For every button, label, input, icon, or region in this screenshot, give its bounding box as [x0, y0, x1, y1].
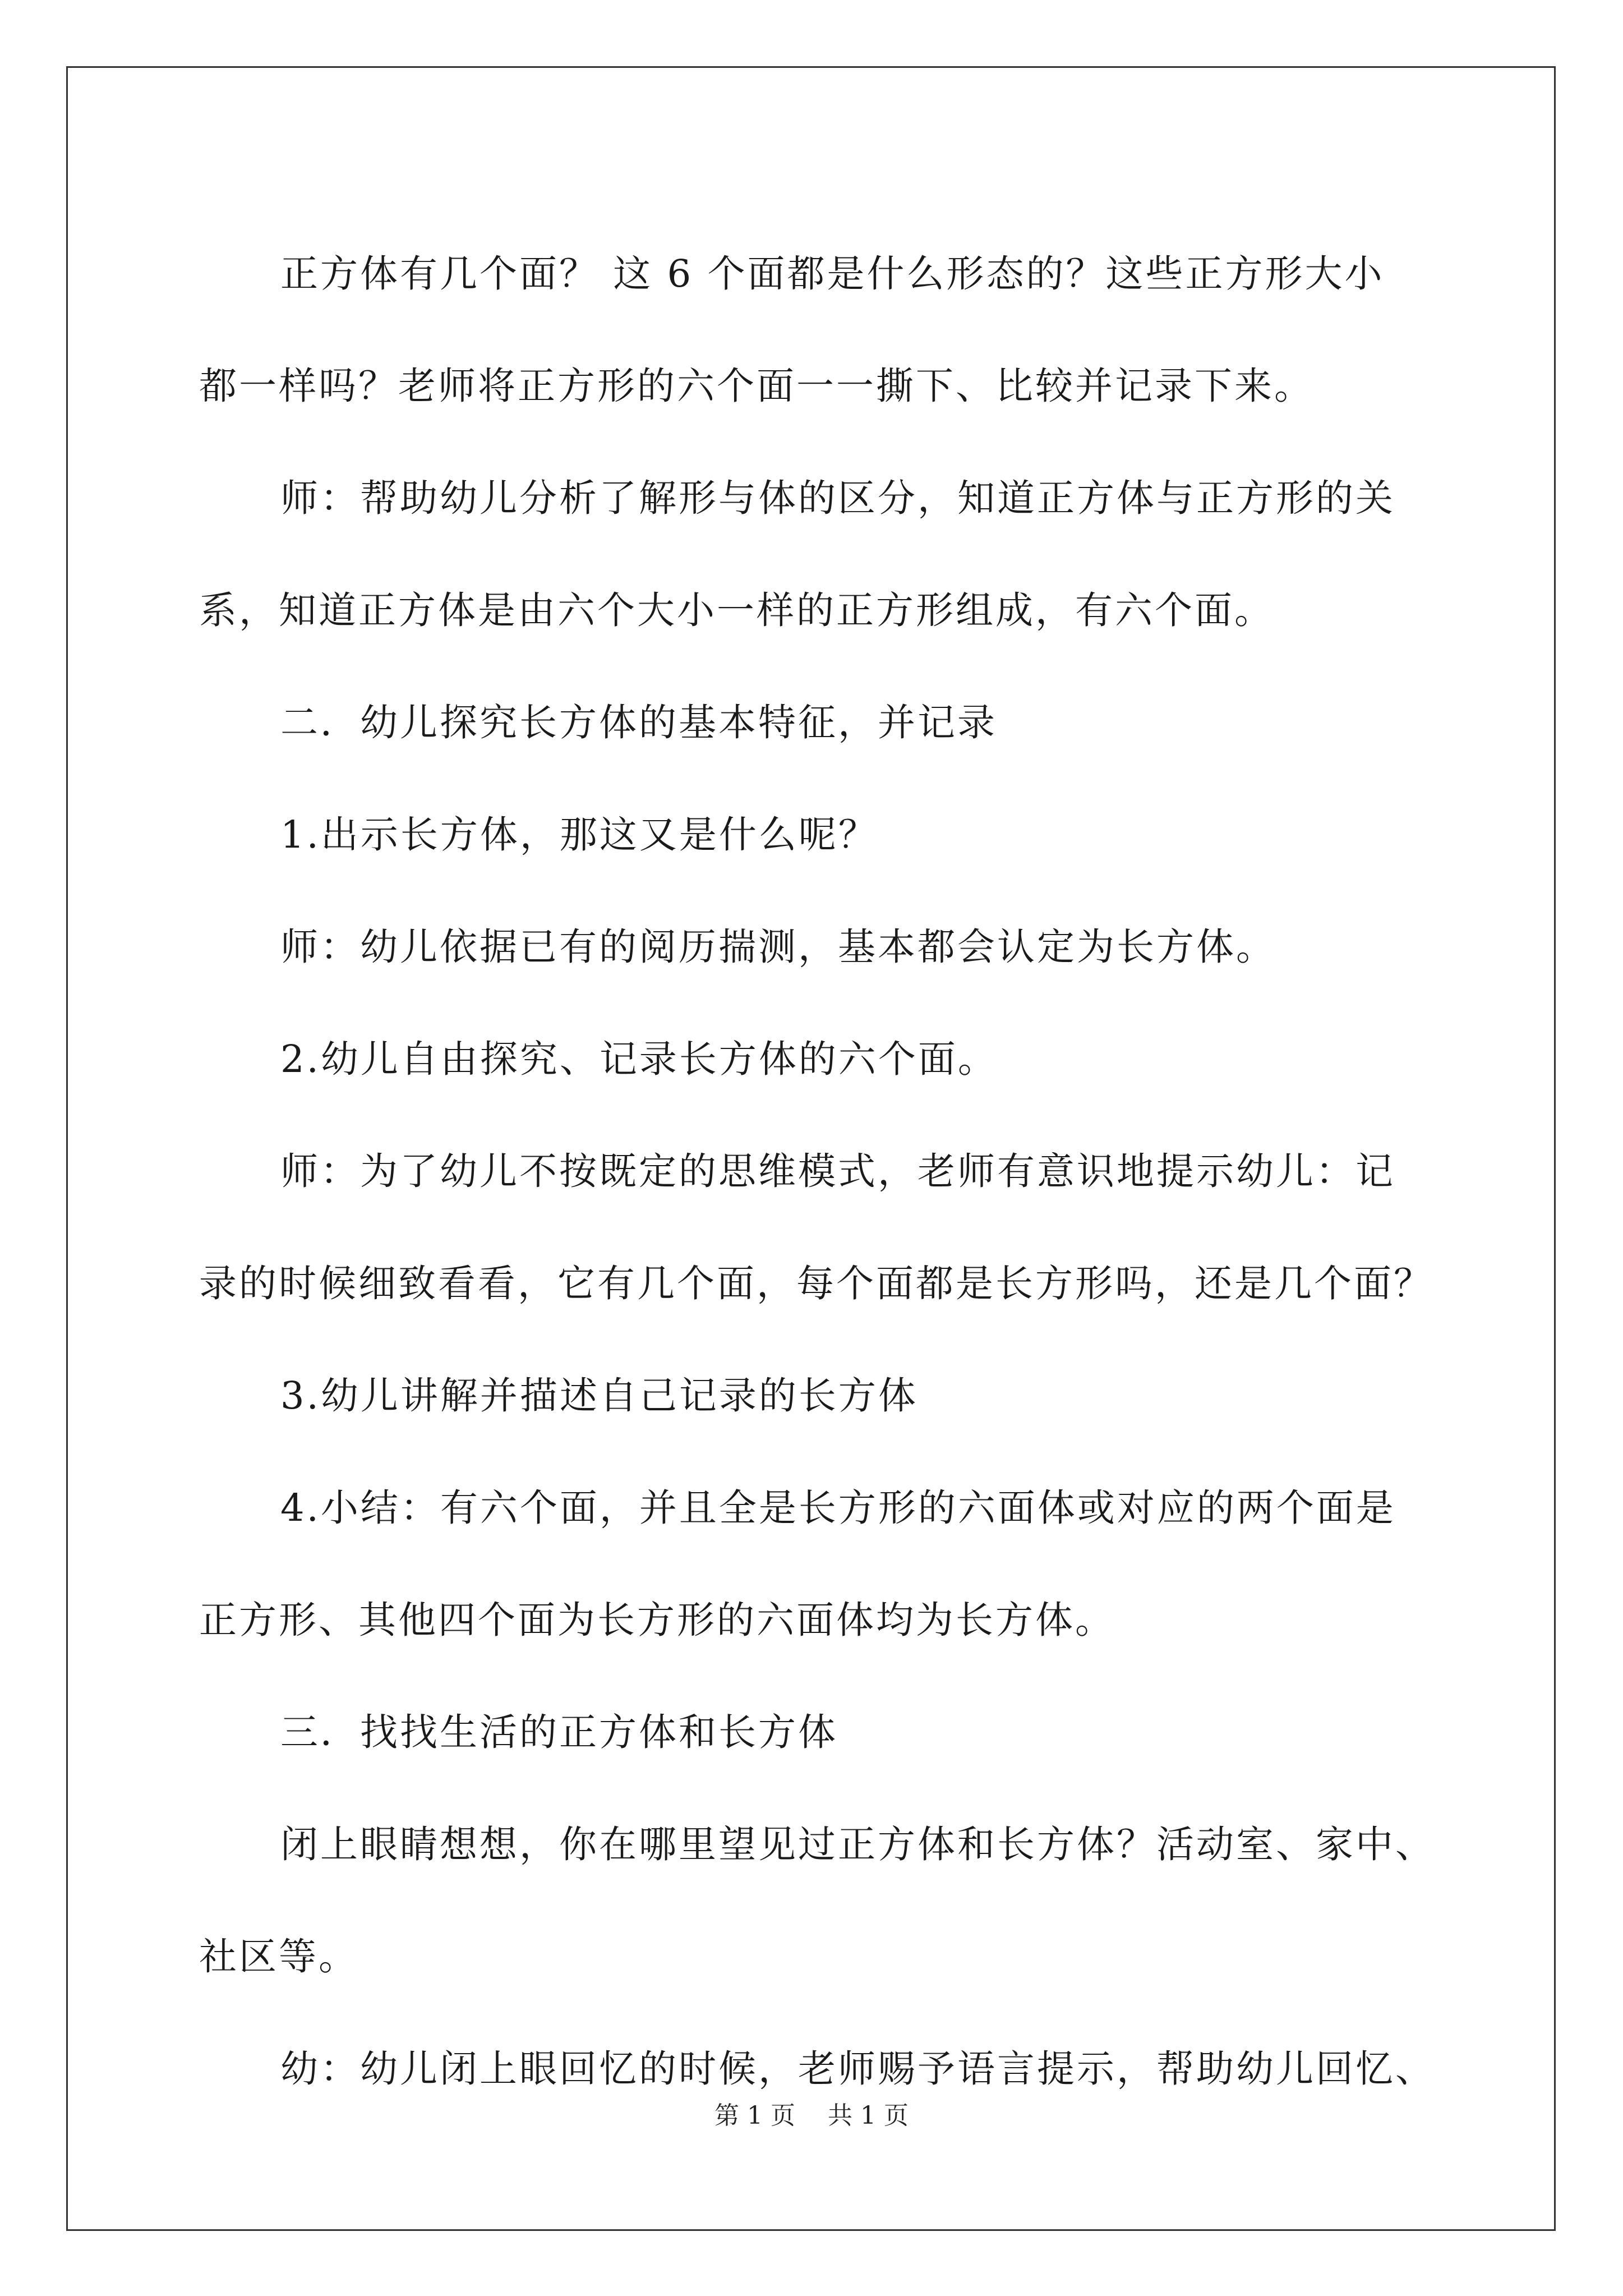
text-line-13: 正方形、其他四个面为长方形的六面体均为长方体。 [199, 1598, 1115, 1642]
text-line-3: 师：帮助幼儿分析了解形与体的区分，知道正方体与正方形的关 [280, 476, 1395, 520]
page-number-current: 第 1 页 [714, 2101, 795, 2130]
page-footer [0, 2095, 1623, 2131]
text-line-11: 3.幼儿讲解并描述自己记录的长方体 [280, 1374, 918, 1418]
text-line-6: 1.出示长方体，那这又是什么呢？ [280, 813, 878, 857]
text-line-1: 正方体有几个面？ 这 6 个面都是什么形态的？这些正方形大小 [280, 252, 1385, 296]
text-line-8: 2.幼儿自由探究、记录长方体的六个面。 [280, 1037, 998, 1081]
page-number-total: 共 1 页 [828, 2101, 909, 2130]
text-line-15: 闭上眼睛想想，你在哪里望见过正方体和长方体？活动室、家中、 [280, 1823, 1435, 1866]
text-line-10: 录的时候细致看看，它有几个面，每个面都是长方形吗，还是几个面？ [199, 1262, 1433, 1305]
text-line-12: 4.小结：有六个面，并且全是长方形的六面体或对应的两个面是 [280, 1486, 1396, 1530]
text-line-7: 师：幼儿依据已有的阅历揣测，基本都会认定为长方体。 [280, 925, 1276, 969]
text-line-9: 师：为了幼儿不按既定的思维模式，老师有意识地提示幼儿：记 [280, 1149, 1395, 1193]
text-line-17: 幼：幼儿闭上眼回忆的时候，老师赐予语言提示，帮助幼儿回忆、 [280, 2047, 1435, 2091]
text-line-16: 社区等。 [199, 1935, 358, 1978]
section-heading-3: 三．找找生活的正方体和长方体 [280, 1710, 838, 1754]
text-line-2: 都一样吗？老师将正方形的六个面一一撕下、比较并记录下来。 [199, 364, 1314, 408]
text-line-4: 系，知道正方体是由六个大小一样的正方形组成，有六个面。 [199, 588, 1274, 632]
document-body [199, 218, 1433, 2125]
section-heading-2: 二．幼儿探究长方体的基本特征，并记录 [280, 701, 997, 744]
